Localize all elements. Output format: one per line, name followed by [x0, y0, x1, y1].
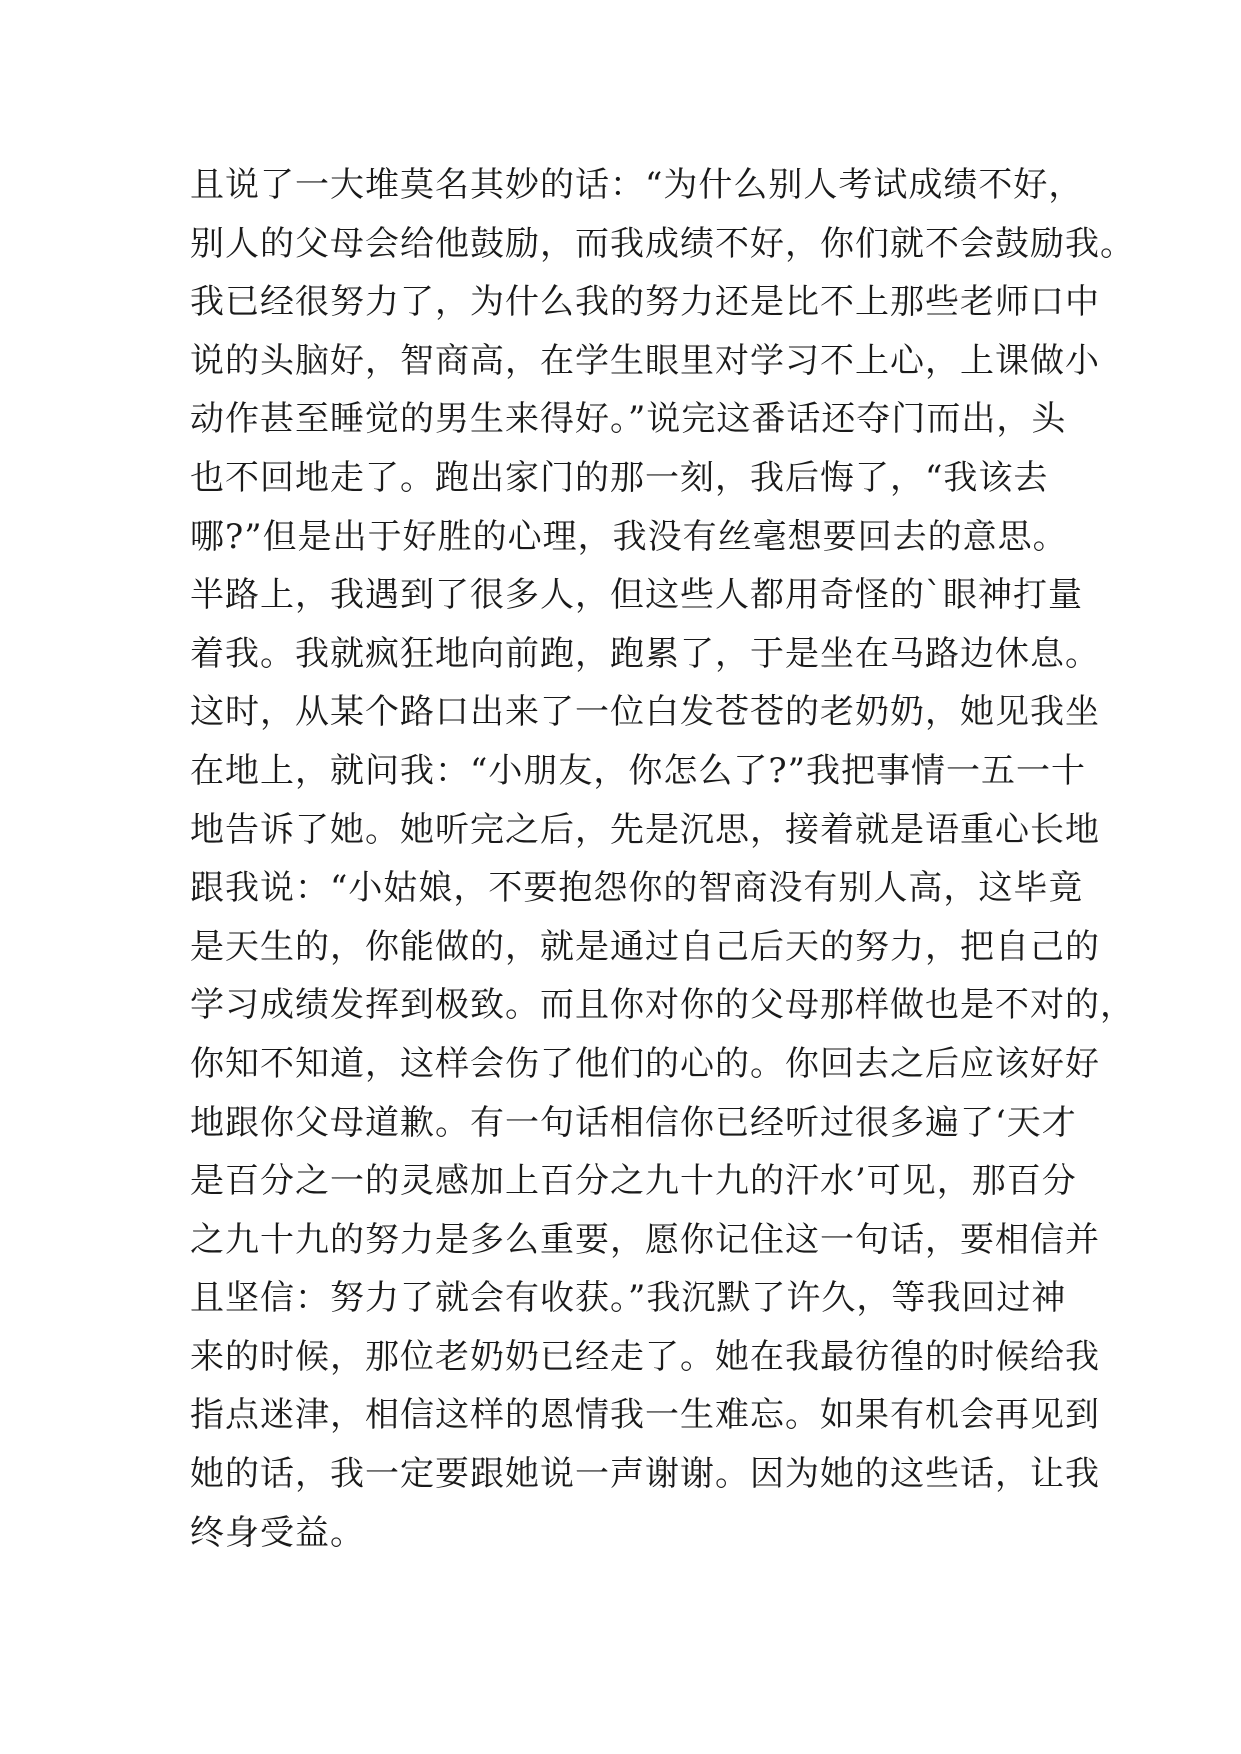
text-line: 在地上，就问我：“小朋友，你怎么了?”我把事情一五一十 — [190, 750, 1086, 791]
text-line: 终身受益。 — [190, 1512, 365, 1553]
text-line: 动作甚至睡觉的男生来得好。”说完这番话还夺门而出，头 — [190, 399, 1067, 440]
text-line: 跟我说：“小姑娘，不要抱怨你的智商没有别人高，这毕竟 — [190, 868, 1084, 909]
text-line: 地跟你父母道歉。有一句话相信你已经听过很多遍了‘天才 — [190, 1102, 1077, 1143]
text-line: 来的时候，那位老奶奶已经走了。她在我最彷徨的时候给我 — [190, 1336, 1100, 1377]
body-text — [190, 156, 1135, 1562]
text-line: 别人的父母会给他鼓励，而我成绩不好，你们就不会鼓励我。 — [190, 223, 1135, 264]
text-line: 她的话，我一定要跟她说一声谢谢。因为她的这些话，让我 — [190, 1454, 1100, 1495]
text-line: 指点迷津，相信这样的恩情我一生难忘。如果有机会再见到 — [190, 1395, 1100, 1436]
text-line: 你知不知道，这样会伤了他们的心的。你回去之后应该好好 — [190, 1043, 1100, 1084]
text-line: 我已经很努力了，为什么我的努力还是比不上那些老师口中 — [190, 282, 1100, 323]
text-line: 说的头脑好，智商高，在学生眼里对学习不上心，上课做小 — [190, 340, 1100, 381]
text-line: 这时，从某个路口出来了一位白发苍苍的老奶奶，她见我坐 — [190, 692, 1100, 733]
text-line: 是百分之一的灵感加上百分之九十九的汗水’可见，那百分 — [190, 1161, 1077, 1202]
text-line: 地告诉了她。她听完之后，先是沉思，接着就是语重心长地 — [190, 809, 1100, 850]
text-line: 之九十九的努力是多么重要，愿你记住这一句话，要相信并 — [190, 1219, 1100, 1260]
text-line: 着我。我就疯狂地向前跑，跑累了，于是坐在马路边休息。 — [190, 633, 1100, 674]
text-line: 且说了一大堆莫名其妙的话：“为什么别人考试成绩不好， — [190, 165, 1084, 205]
text-line: 学习成绩发挥到极致。而且你对你的父母那样做也是不对的， — [190, 985, 1135, 1026]
text-line: 半路上，我遇到了很多人，但这些人都用奇怪的`眼神打量 — [190, 575, 1083, 616]
text-line: 哪?”但是出于好胜的心理，我没有丝毫想要回去的意思。 — [190, 516, 1068, 557]
text-line: 且坚信：努力了就会有收获。”我沉默了许久，等我回过神 — [190, 1278, 1067, 1319]
text-line: 也不回地走了。跑出家门的那一刻，我后悔了，“我该去 — [190, 457, 1049, 498]
text-line: 是天生的，你能做的，就是通过自己后天的努力，把自己的 — [190, 926, 1100, 967]
